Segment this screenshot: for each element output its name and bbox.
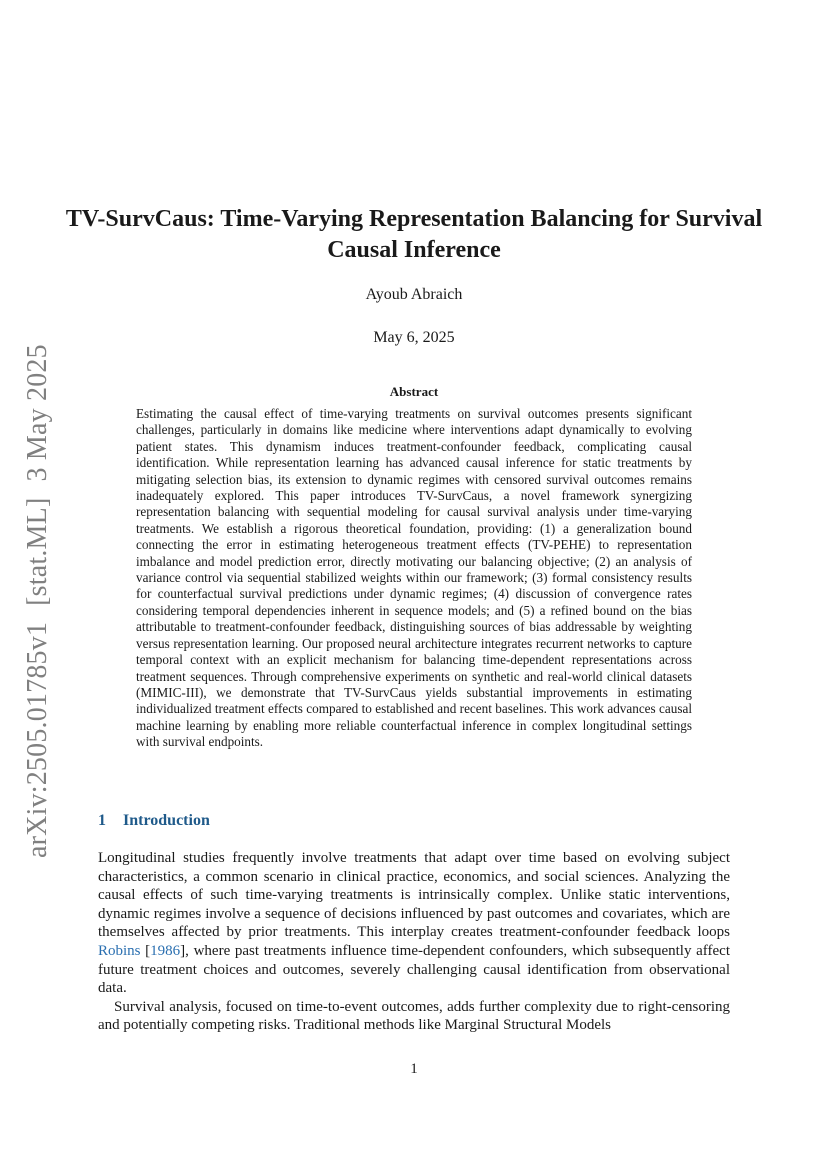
section-title: Introduction — [123, 812, 210, 829]
section-heading-introduction — [98, 812, 210, 830]
page-number: 1 — [410, 1061, 418, 1077]
arxiv-date: 3 May 2025 — [22, 344, 53, 482]
arxiv-identifier-stamp — [18, 338, 58, 858]
arxiv-id: arXiv:2505.01785v1 — [22, 621, 53, 858]
intro-paragraph-1-text-b: , where past treatments influence time-dependent confounders, which subsequently affect future treatment choices and outcomes, severely challenging causal identification from observational data. — [98, 942, 730, 997]
intro-paragraph-2: Survival analysis, focused on time-to-event outcomes, adds further complexity due to right-censoring and potentially competing risks. Traditional methods like Marginal Structural Models — [98, 998, 730, 1034]
citation-robins-year[interactable]: 1986 — [150, 942, 181, 959]
author-name: Ayoub Abraich — [365, 286, 463, 303]
citation-robins-author[interactable]: Robins — [98, 942, 141, 959]
intro-paragraph-1-text-a: Longitudinal studies frequently involve treatments that adapt over time based on evolving subject characteristics, a common scenario in clinical practice, economics, and social sciences. Analyzing the causal effects of such time-varying treatments is intrinsically complex. Unlike static interventions, dynamic regimes involve a sequence of decisions influenced by past outcomes and covariates, which are themselves affected by prior treatments. This interplay creates treatment-confounder feedback loops — [98, 850, 730, 941]
intro-paragraph-1 — [98, 849, 730, 998]
paper-title: TV-SurvCaus: Time-Varying Representation Balancing for Survival Causal Inference — [65, 206, 763, 263]
abstract-heading: Abstract — [389, 384, 439, 399]
paper-date: May 6, 2025 — [373, 329, 455, 346]
citation-close-bracket: ] — [180, 942, 186, 959]
citation-open-bracket: [ — [140, 942, 151, 959]
arxiv-category: [stat.ML] — [22, 497, 53, 606]
abstract-text: Estimating the causal effect of time-varying treatments on survival outcomes presents significant challenges, particularly in domains like medicine where interventions adapt dynamically to evolving patient states. This dynamism induces treatment-confounder feedback, complicating causal identification. While representation learning has advanced causal inference for static treatments by mitigating selection bias, its extension to dynamic regimes with censored survival outcomes remains inadequately explored. This paper introduces TV-SurvCaus, a novel framework synergizing representation balancing with sequential modeling for causal survival analysis under time-varying treatments. We establish a rigorous theoretical foundation, providing: (1) a generalization bound connecting the error in estimating heterogeneous treatment effects (TV-PEHE) to representation imbalance and model prediction error, directly motivating our balancing objective; (2) an analysis of variance control via sequential stabilized weights within our framework; (3) formal consistency results for counterfactual survival predictions under dynamic regimes; (4) discussion of convergence rates considering temporal dependencies inherent in sequence models; and (5) a refined bound on the bias attributable to treatment-confounder feedback, distinguishing sources of bias addressable by weighting versus representation learning. Our proposed neural architecture integrates recurrent networks to capture temporal context with an explicit mechanism for balancing time-dependent representations across treatment sequences. Through comprehensive experiments on synthetic and real-world clinical datasets (MIMIC-III), we demonstrate that TV-SurvCaus yields substantial improvements in estimating individualized treatment effects compared to established and recent baselines. This work advances causal machine learning by enabling more reliable counterfactual inference in complex longitudinal settings with survival endpoints. — [136, 406, 692, 750]
section-number: 1 — [98, 812, 106, 829]
introduction-body — [98, 849, 730, 1035]
